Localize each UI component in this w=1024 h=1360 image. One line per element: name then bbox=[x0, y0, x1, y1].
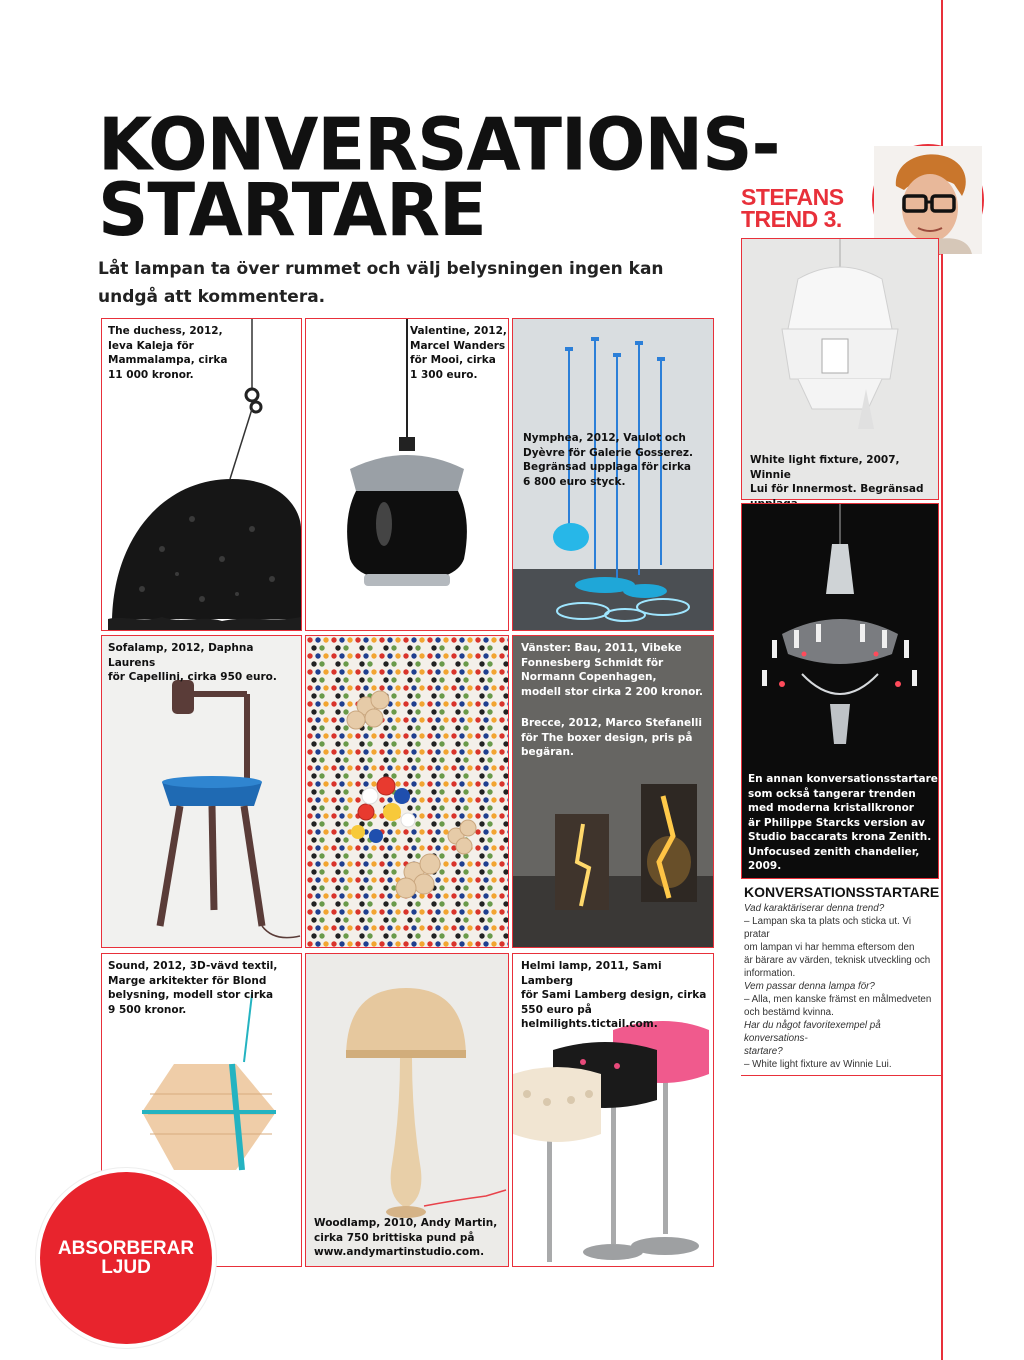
qa-answer: – Lampan ska ta plats och sticka ut. Vi pratar bbox=[744, 916, 912, 940]
caption-line: Sound, 2012, 3D-vävd textil, bbox=[108, 960, 278, 972]
qa-box bbox=[741, 880, 942, 1076]
panel-helmi bbox=[512, 953, 714, 1267]
caption-line: modell stor cirka 2 200 kronor. bbox=[521, 685, 703, 698]
caption-line: för Sami Lamberg design, cirka bbox=[521, 989, 707, 1001]
panel-nymphea bbox=[512, 318, 714, 631]
caption-line: 1 300 euro. bbox=[410, 368, 478, 381]
trend-line-1: STEFANS bbox=[741, 184, 844, 210]
trend-line-2: TREND 3. bbox=[741, 206, 842, 232]
qa-heading: KONVERSATIONSSTARTARE bbox=[744, 884, 940, 900]
caption-woodlamp bbox=[314, 1216, 497, 1260]
caption-line: Helmi lamp, 2011, Sami Lamberg bbox=[521, 960, 662, 987]
caption-line: Dyèvre för Galerie Gosserez. bbox=[523, 446, 693, 459]
caption-line: belysning, modell stor cirka bbox=[108, 989, 274, 1001]
caption-valentine bbox=[410, 324, 507, 382]
caption-line: för The boxer design, pris på bbox=[521, 731, 693, 744]
qa-answer: och bestämd kvinna. bbox=[744, 1007, 834, 1018]
caption-line: Nymphea, 2012, Vaulot och bbox=[523, 432, 686, 444]
caption-line: Sofalamp, 2012, Daphna Laurens bbox=[108, 642, 254, 669]
qa-answer: – White light fixture av Winnie Lui. bbox=[744, 1059, 892, 1070]
qa-question: Vad karaktäriserar denna trend? bbox=[744, 903, 885, 914]
caption-line: Studio baccarats krona Zenith. bbox=[748, 831, 932, 843]
caption-line: The duchess, 2012, bbox=[108, 325, 223, 337]
panel-valentine bbox=[305, 318, 509, 631]
caption-line: Vänster: Bau, 2011, Vibeke bbox=[521, 642, 682, 654]
panel-white-light bbox=[741, 238, 939, 500]
caption-line: Lui för Innermost. Begränsad bbox=[750, 483, 924, 495]
caption-line: begäran. bbox=[521, 746, 574, 758]
caption-line: 9 500 kronor. bbox=[108, 1003, 187, 1016]
caption-line: Mammalampa, cirka bbox=[108, 354, 228, 366]
caption-bau bbox=[521, 641, 703, 699]
caption-zenith bbox=[748, 772, 938, 874]
panel-dot-pattern bbox=[305, 635, 509, 948]
caption-line: för Mooi, cirka bbox=[410, 354, 496, 366]
caption-line: 11 000 kronor. bbox=[108, 368, 194, 381]
caption-nymphea bbox=[523, 431, 693, 489]
qa-answer: information. bbox=[744, 968, 796, 979]
caption-line: 6 800 euro styck. bbox=[523, 475, 626, 488]
caption-line: Normann Copenhagen, bbox=[521, 671, 657, 683]
caption-line: med moderna kristallkronor bbox=[748, 802, 914, 814]
qa-question: Vem passar denna lampa för? bbox=[744, 981, 875, 992]
panel-woodlamp bbox=[305, 953, 509, 1267]
page-subtitle bbox=[98, 255, 698, 311]
caption-line: Brecce, 2012, Marco Stefanelli bbox=[521, 717, 702, 729]
caption-line: Ieva Kaleja för bbox=[108, 339, 194, 352]
caption-line: www.andymartinstudio.com. bbox=[314, 1246, 485, 1258]
caption-duchess bbox=[108, 324, 227, 382]
qa-question: startare? bbox=[744, 1046, 783, 1057]
qa-answer: är bärare av värden, teknisk utveckling och bbox=[744, 955, 931, 966]
panel-bau-brecce bbox=[512, 635, 714, 948]
caption-helmi bbox=[521, 959, 713, 1032]
caption-line: 550 euro på helmilights.tictail.com. bbox=[521, 1003, 658, 1030]
title-line-1: KONVERSATIONS- bbox=[98, 101, 780, 188]
caption-line: Valentine, 2012, bbox=[410, 325, 507, 337]
dot-pattern-image bbox=[306, 636, 508, 947]
caption-line: Marge arkitekter för Blond bbox=[108, 974, 267, 987]
caption-line: som också tangerar trenden bbox=[748, 787, 916, 800]
page-title bbox=[98, 101, 780, 253]
panel-sofalamp bbox=[101, 635, 302, 948]
trend-label bbox=[741, 186, 844, 230]
caption-sound bbox=[108, 959, 277, 1017]
panel-zenith bbox=[741, 503, 939, 879]
qa-question: Har du något favoritexempel på konversations- bbox=[744, 1020, 881, 1044]
caption-line: cirka 750 brittiska pund på bbox=[314, 1231, 475, 1244]
title-line-2: STARTARE bbox=[98, 166, 486, 253]
caption-line: 2009. bbox=[748, 860, 782, 872]
subtitle-line-1: Låt lampan ta över rummet och välj belysningen ingen kan bbox=[98, 259, 664, 279]
caption-line: En annan konversationsstartare bbox=[748, 773, 938, 785]
caption-line: är Philippe Starcks version av bbox=[748, 816, 925, 829]
caption-line: Begränsad upplaga för cirka bbox=[523, 461, 692, 473]
absorberar-ljud-badge bbox=[36, 1168, 216, 1348]
subtitle-line-2: undgå att kommentera. bbox=[98, 287, 326, 307]
qa-answer: – Alla, men kanske främst en målmedveten bbox=[744, 994, 932, 1005]
caption-line: Marcel Wanders bbox=[410, 339, 506, 352]
caption-line: Fonnesberg Schmidt för bbox=[521, 656, 664, 669]
badge-line-2: LJUD bbox=[101, 1257, 151, 1278]
caption-line: Woodlamp, 2010, Andy Martin, bbox=[314, 1217, 498, 1229]
caption-line: White light fixture, 2007, Winnie bbox=[750, 454, 900, 481]
badge-line-1: ABSORBERAR bbox=[57, 1238, 195, 1259]
caption-line: för Capellini, cirka 950 euro. bbox=[108, 671, 277, 683]
caption-sofalamp bbox=[108, 641, 301, 685]
caption-line: Unfocused zenith chandelier, bbox=[748, 845, 920, 858]
panel-duchess bbox=[101, 318, 302, 631]
caption-brecce bbox=[521, 716, 702, 760]
qa-answer: om lampan vi har hemma eftersom den bbox=[744, 942, 915, 953]
